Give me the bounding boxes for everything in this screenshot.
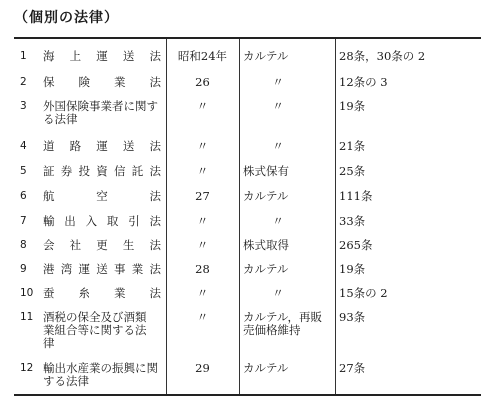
article-ref: 27条 xyxy=(339,361,366,375)
ditto-mark: 〃 xyxy=(196,214,209,228)
enactment-year: 29 xyxy=(195,361,210,375)
exemption-type: カルテル xyxy=(243,189,289,203)
ditto-mark: 〃 xyxy=(272,99,284,113)
row-number: 12 xyxy=(20,362,34,374)
ditto-mark: 〃 xyxy=(272,286,284,300)
enactment-year: 昭和24年 xyxy=(177,49,228,63)
row-number: 11 xyxy=(20,311,34,323)
article-ref: 28条，30条の 2 xyxy=(339,49,426,63)
article-ref: 21条 xyxy=(339,139,366,153)
article-ref: 12条の 3 xyxy=(339,75,388,89)
row-number: 2 xyxy=(20,76,27,88)
law-name: 輸出水産業の振興に関する法律 xyxy=(43,361,158,388)
ditto-mark: 〃 xyxy=(196,139,209,153)
column-divider xyxy=(335,39,336,394)
article-ref: 33条 xyxy=(339,214,366,228)
article-ref: 25条 xyxy=(339,164,366,178)
exemption-type: 株式保有 xyxy=(243,164,289,178)
law-name: 航 空 法 xyxy=(43,189,161,203)
law-name: 海 上 運 送 法 xyxy=(43,49,161,63)
row-number: 4 xyxy=(20,140,27,152)
row-number: 9 xyxy=(20,263,27,275)
ditto-mark: 〃 xyxy=(196,238,209,252)
law-name: 保 険 業 法 xyxy=(43,75,161,89)
law-name: 酒税の保全及び酒類業組合等に関する法律 xyxy=(43,310,147,350)
law-name: 港 湾 運 送 事 業 法 xyxy=(43,262,161,276)
article-ref: 111条 xyxy=(339,189,373,203)
article-ref: 19条 xyxy=(339,262,366,276)
article-ref: 15条の 2 xyxy=(339,286,388,300)
law-table xyxy=(14,37,481,396)
exemption-type: カルテル xyxy=(243,49,289,63)
law-name: 会 社 更 生 法 xyxy=(43,238,161,252)
table-heading: （個別の法律） xyxy=(14,10,119,26)
law-name: 輸 出 入 取 引 法 xyxy=(43,214,161,228)
enactment-year: 27 xyxy=(195,189,210,203)
row-number: 7 xyxy=(20,215,27,227)
row-number: 3 xyxy=(20,100,27,112)
ditto-mark: 〃 xyxy=(272,75,284,89)
exemption-type: カルテル xyxy=(243,262,289,276)
row-number: 8 xyxy=(20,239,27,251)
row-number: 6 xyxy=(20,190,27,202)
ditto-mark: 〃 xyxy=(196,286,209,300)
law-name: 道 路 運 送 法 xyxy=(43,139,161,153)
exemption-type: 株式取得 xyxy=(243,238,289,252)
ditto-mark: 〃 xyxy=(196,99,209,113)
law-name: 外国保険事業者に関する法律 xyxy=(43,99,158,126)
column-divider xyxy=(239,39,240,394)
enactment-year: 26 xyxy=(195,75,210,89)
row-number: 5 xyxy=(20,165,27,177)
exemption-type: カルテル xyxy=(243,361,289,375)
row-number: 1 xyxy=(20,50,27,62)
exemption-type: カルテル，再販売価格維持 xyxy=(243,310,323,337)
article-ref: 265条 xyxy=(339,238,373,252)
row-number: 10 xyxy=(20,287,34,299)
ditto-mark: 〃 xyxy=(196,164,209,178)
article-ref: 19条 xyxy=(339,99,366,113)
ditto-mark: 〃 xyxy=(196,310,209,324)
enactment-year: 28 xyxy=(195,262,210,276)
law-name: 証 券 投 資 信 託 法 xyxy=(43,164,161,178)
article-ref: 93条 xyxy=(339,310,366,324)
ditto-mark: 〃 xyxy=(272,214,284,228)
law-name: 蚕 糸 業 法 xyxy=(43,286,161,300)
ditto-mark: 〃 xyxy=(272,139,284,153)
